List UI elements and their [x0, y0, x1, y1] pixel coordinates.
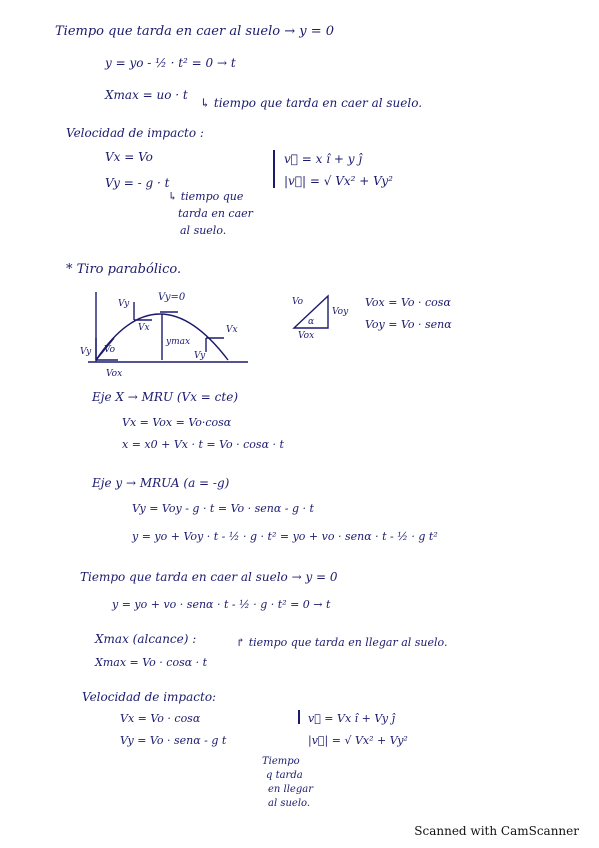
parabolic-heading: * Tiro parabólico. [66, 262, 182, 277]
impact1-vector: v⃗ = x î + y ĵ [284, 152, 363, 166]
xmax-equation: Xmax = Vo · cosα · t [95, 656, 208, 669]
impact2-note-3: en llegar [268, 784, 313, 795]
xmax-label: Xmax (alcance) : [95, 632, 197, 646]
axis-y-eq1: Vy = Voy - g · t = Vo · senα - g · t [132, 502, 314, 515]
section2-heading: Tiempo que tarda en caer al suelo → y = 0 [80, 570, 338, 584]
impact1-heading: Velocidad de impacto : [66, 126, 204, 140]
axis-x-heading: Eje X → MRU (Vx = cte) [92, 390, 238, 404]
impact2-magnitude: |v⃗| = √ Vx² + Vy² [308, 734, 408, 747]
impact1-vy-note-2: tarda en caer [178, 207, 253, 220]
impact2-note-4: al suelo. [268, 798, 311, 809]
velocity-triangle [288, 292, 358, 340]
impact1-vx: Vx = Vo [105, 150, 153, 164]
vy-bottom-label: Vy [194, 351, 206, 361]
axis-y-heading: Eje y → MRUA (a = -g) [92, 476, 230, 490]
vy-top-label: Vy [118, 299, 130, 309]
section1-heading: Tiempo que tarda en caer al suelo → y = 0 [55, 24, 335, 39]
vo-label: Vo [104, 345, 116, 355]
axis-x-eq1: Vx = Vox = Vo·cosα [122, 416, 232, 429]
impact1-vy: Vy = - g · t [105, 176, 170, 190]
impact2-heading: Velocidad de impacto: [82, 690, 217, 704]
impact2-note-2: q tarda [266, 770, 303, 781]
triangle-vo-label: Vo [292, 297, 304, 307]
vox-equation: Vox = Vo · cosα [365, 296, 451, 309]
impact2-vy: Vy = Vo · senα - g t [120, 734, 227, 747]
vy-zero-label: Vy=0 [158, 292, 186, 303]
vx-right-label: Vx [226, 325, 238, 335]
impact2-note-1: Tiempo [262, 756, 300, 767]
vox-label: Vox [106, 369, 123, 379]
impact2-vx: Vx = Vo · cosα [120, 712, 201, 725]
xmax-note: ↱ tiempo que tarda en llegar al suelo. [236, 636, 448, 649]
triangle-vox-label: Vox [298, 331, 315, 340]
vy-lower-left-label: Vy [80, 347, 92, 357]
axis-x-eq2: x = x0 + Vx · t = Vo · cosα · t [122, 438, 284, 451]
impact1-vy-note-1: ↳ tiempo que [168, 190, 244, 203]
scanner-footer: Scanned with CamScanner [414, 824, 579, 838]
impact2-vector: v⃗ = Vx î + Vy ĵ [308, 712, 396, 725]
axis-y-eq2: y = yo + Voy · t - ½ · g · t² = yo + vo · senα · t - ½ · g t² [132, 530, 438, 543]
ymax-label: ymax [166, 337, 191, 347]
vx-top-label: Vx [138, 323, 150, 333]
section1-eq1: y = yo - ½ · t² = 0 → t [105, 56, 236, 70]
voy-equation: Voy = Vo · senα [365, 318, 452, 331]
triangle-alpha-label: α [308, 317, 315, 327]
impact1-brace [273, 150, 275, 188]
section2-eq1: y = yo + vo · senα · t - ½ · g · t² = 0 → t [112, 598, 331, 611]
section1-eq2: Xmax = uo · t [105, 88, 188, 102]
triangle-voy-label: Voy [332, 307, 349, 317]
impact1-magnitude: |v⃗| = √ Vx² + Vy² [284, 174, 393, 188]
trajectory-diagram [78, 288, 258, 380]
impact2-brace [298, 710, 300, 724]
impact1-vy-note-3: al suelo. [180, 224, 227, 237]
section1-note: ↳ tiempo que tarda en caer al suelo. [200, 96, 423, 110]
